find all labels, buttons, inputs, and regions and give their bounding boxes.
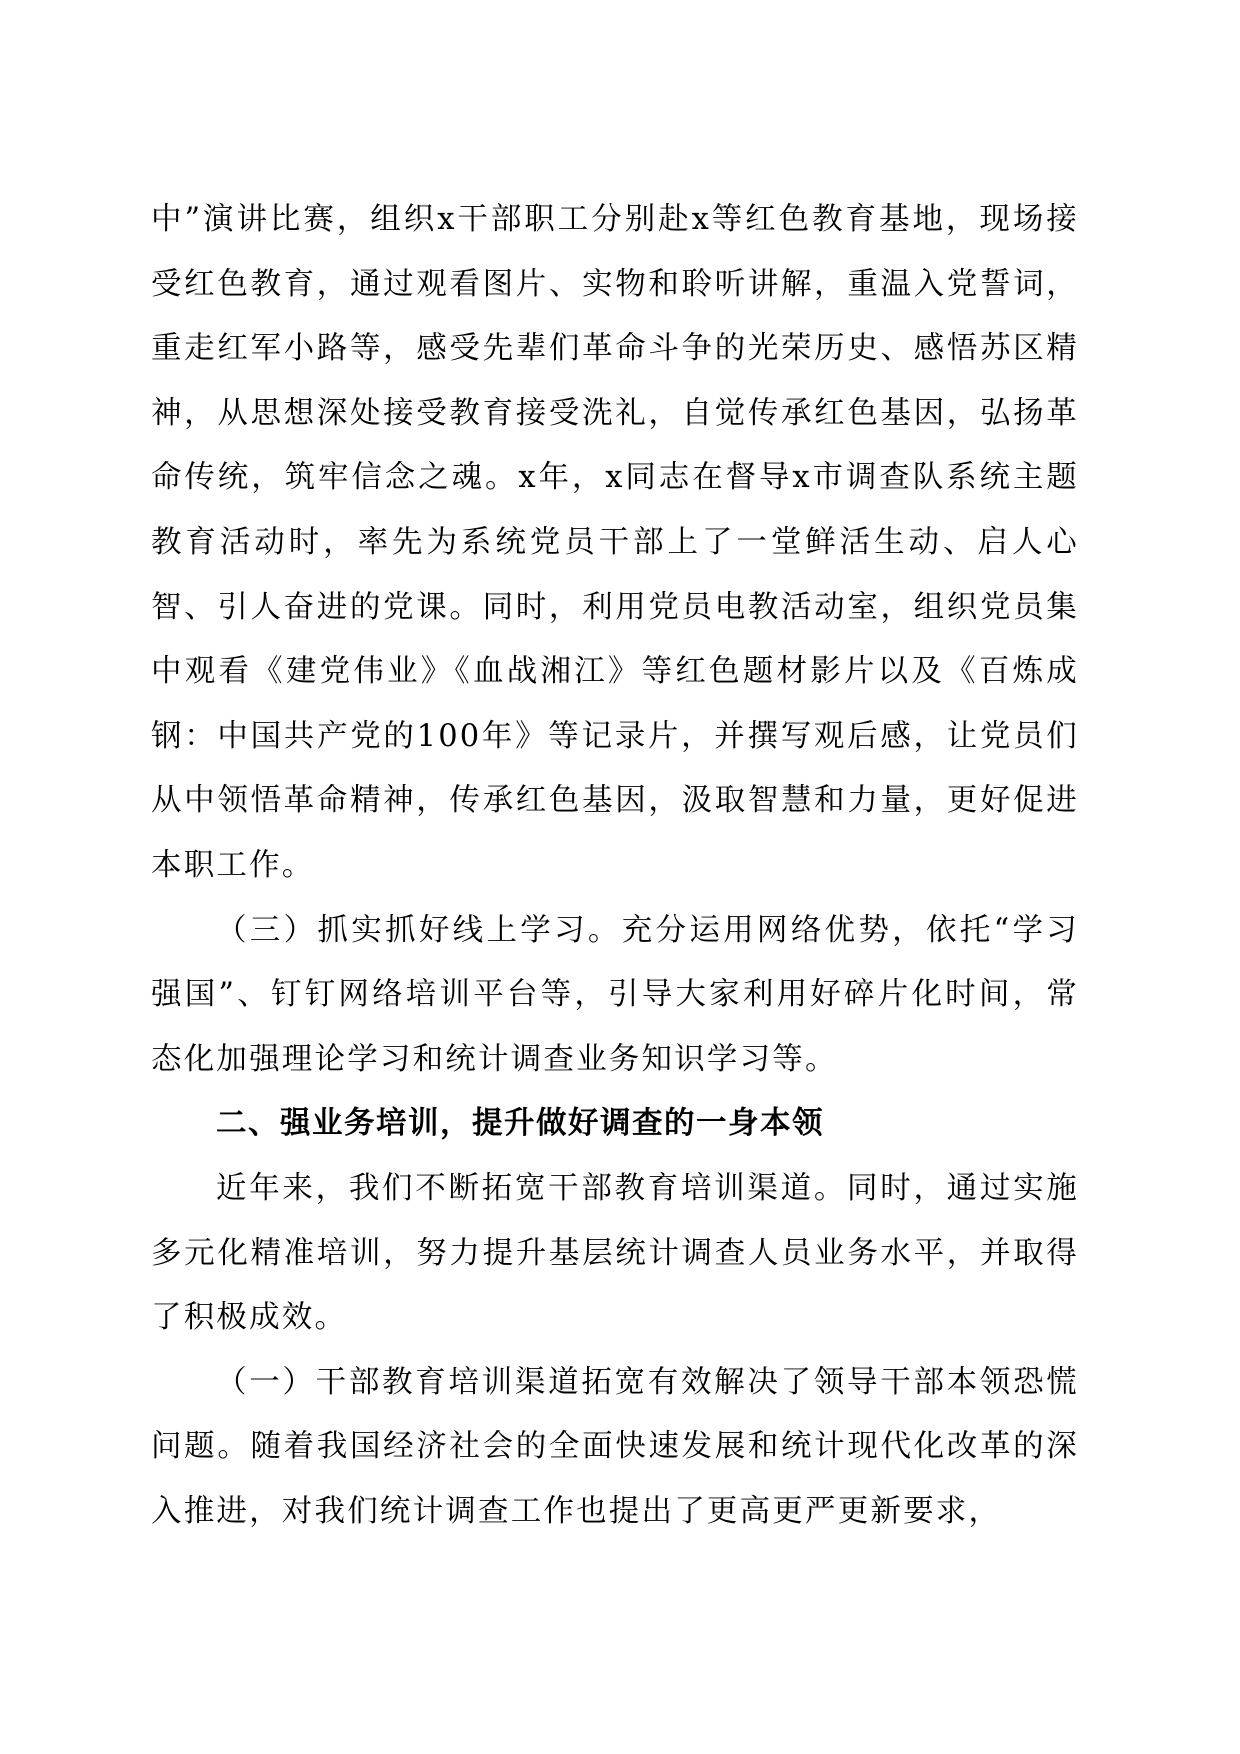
paragraph-cadre-training: （一）干部教育培训渠道拓宽有效解决了领导干部本领恐慌问题。随着我国经济社会的全面快速发展和统计现代化改革的深入推进，对我们统计调查工作也提出了更高更严更新要求， bbox=[151, 1364, 1079, 1529]
section-heading: 二、强业务培训，提升做好调查的一身本领 bbox=[216, 1106, 824, 1142]
paragraph-online-learning: （三）抓实抓好线上学习。充分运用网络优势，依托“学习强国”、钉钉网络培训平台等，引导大家利用好碎片化时间，常态化加强理论学习和统计调查业务知识学习等。 bbox=[151, 912, 1079, 1077]
paragraph-training-intro: 近年来，我们不断拓宽干部教育培训渠道。同时，通过实施多元化精准培训，努力提升基层统计调查人员业务水平，并取得了积极成效。 bbox=[151, 1170, 1079, 1336]
body-text bbox=[151, 188, 1079, 1544]
paragraph-continued: 中”演讲比赛，组织x干部职工分别赴x等红色教育基地，现场接受红色教育，通过观看图片、实物和聆听讲解，重温入党誓词，重走红军小路等，感受先辈们革命斗争的光荣历史、感悟苏区精神，从思想深处接受教育接受洗礼，自觉传承红色基因，弘扬革命传统，筑牢信念之魂。x年，x同志在督导x市调查队系统主题教育活动时，率先为系统党员干部上了一堂鲜活生动、启人心智、引人奋进的党课。同时，利用党员电教活动室，组织党员集中观看《建党伟业》《血战湘江》等红色题材影片以及《百炼成钢：中国共产党的100年》等记录片，并撰写观后感，让党员们从中领悟革命精神，传承红色基因，汲取智慧和力量，更好促进本职工作。 bbox=[151, 202, 1079, 883]
